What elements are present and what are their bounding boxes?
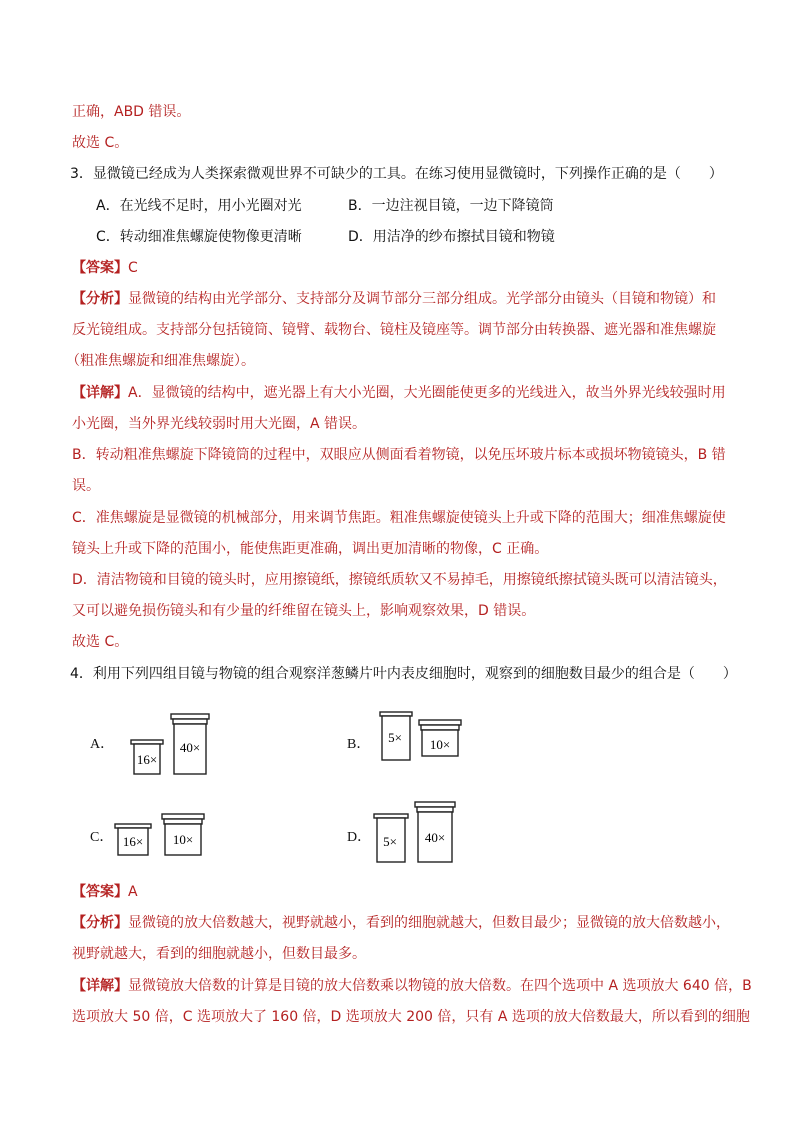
eyepiece-label: 16× [136, 752, 158, 767]
answer-value: A [128, 884, 138, 900]
detail-text: 显微镜放大倍数的计算是目镜的放大倍数乘以物镜的放大倍数。在四个选项中 A 选项放大 640 倍，B [128, 978, 752, 994]
figure-a-lenses [128, 712, 218, 778]
figure-label-b: B． [347, 737, 371, 752]
q3-answer [72, 258, 138, 278]
detail-tag: 【详解】 [72, 385, 128, 401]
text-line: 正确，ABD 错误。 [72, 104, 191, 120]
answer-tag: 【答案】 [72, 884, 128, 900]
text-line: B．转动粗准焦螺旋下降镜筒的过程中，双眼应从侧面看着物镜，以免压坏玻片标本或损坏物镜镜头，B 错 [72, 447, 726, 463]
text-line: 视野就越大，看到的细胞就越小，但数目最多。 [72, 946, 366, 962]
q4-answer [72, 882, 138, 902]
objective-label: 10× [172, 832, 194, 847]
q3-analysis [72, 289, 716, 309]
text-line: 又可以避免损伤镜头和有少量的纤维留在镜头上，影响观察效果，D 错误。 [72, 603, 536, 619]
figure-label-c: C． [90, 830, 114, 845]
text-line: D．清洁物镜和目镜的镜头时，应用擦镜纸，擦镜纸质软又不易掉毛，用擦镜纸擦拭镜头既可以清洁镜头， [72, 572, 727, 588]
eyepiece-lens [131, 740, 163, 774]
text-line: （粗准焦螺旋和细准焦螺旋）。 [66, 353, 255, 369]
analysis-text: 显微镜的放大倍数越大，视野就越小，看到的细胞就越大，但数目最少；显微镜的放大倍数越小， [128, 915, 730, 931]
objective-lens [162, 814, 204, 855]
text-line: 故选 C。 [72, 135, 129, 151]
figure-b-lenses [378, 710, 468, 766]
text-line: 误。 [72, 478, 100, 494]
figure-d-lenses [372, 800, 466, 866]
eyepiece-lens [380, 712, 412, 760]
q3-option-b: B．一边注视目镜，一边下降镜筒 [348, 198, 554, 214]
q3-option-a: A．在光线不足时，用小光圈对光 [96, 198, 302, 214]
text-line: 故选 C。 [72, 634, 129, 650]
answer-tag: 【答案】 [72, 260, 128, 276]
eyepiece-label: 5× [388, 730, 402, 745]
question-4: 4．利用下列四组目镜与物镜的组合观察洋葱鳞片叶内表皮细胞时，观察到的细胞数目最少的组合是（ ） [70, 666, 737, 682]
objective-lens [415, 802, 455, 862]
q4-detail [72, 976, 752, 996]
analysis-text: 显微镜的结构由光学部分、支持部分及调节部分三部分组成。光学部分由镜头（目镜和物镜）和 [128, 291, 716, 307]
figure-c-lenses [112, 812, 212, 860]
objective-lens [419, 720, 461, 756]
text-line: 反光镜组成。支持部分包括镜筒、镜臂、载物台、镜柱及镜座等。调节部分由转换器、遮光器和准焦螺旋 [72, 322, 716, 338]
detail-text: A．显微镜的结构中，遮光器上有大小光圈，大光圈能使更多的光线进入，故当外界光线较强时用 [128, 385, 726, 401]
eyepiece-lens [115, 824, 151, 855]
objective-label: 40× [179, 740, 201, 755]
text-line: 小光圈，当外界光线较弱时用大光圈，A 错误。 [72, 416, 367, 432]
analysis-tag: 【分析】 [72, 291, 128, 307]
objective-label: 40× [424, 830, 446, 845]
figure-label-d: D． [347, 830, 372, 845]
q3-detail [72, 383, 726, 403]
q4-analysis [72, 913, 730, 933]
objective-label: 10× [429, 737, 451, 752]
question-3: 3．显微镜已经成为人类探索微观世界不可缺少的工具。在练习使用显微镜时，下列操作正确的是（ ） [70, 166, 723, 182]
detail-tag: 【详解】 [72, 978, 128, 994]
analysis-tag: 【分析】 [72, 915, 128, 931]
eyepiece-lens [374, 814, 408, 862]
eyepiece-label: 16× [122, 834, 144, 849]
text-line: 镜头上升或下降的范围小，能使焦距更准确，调出更加清晰的物像，C 正确。 [72, 541, 549, 557]
text-line: C．准焦螺旋是显微镜的机械部分，用来调节焦距。粗准焦螺旋使镜头上升或下降的范围大；细准焦螺旋使 [72, 510, 726, 526]
figure-label-a: A． [90, 737, 115, 752]
q3-option-c: C．转动细准焦螺旋使物像更清晰 [96, 229, 302, 245]
text-line: 选项放大 50 倍，C 选项放大了 160 倍，D 选项放大 200 倍，只有 A 选项的放大倍数最大，所以看到的细胞 [72, 1009, 750, 1025]
objective-lens [171, 714, 209, 774]
eyepiece-label: 5× [383, 834, 397, 849]
q3-option-d: D．用洁净的纱布擦拭目镜和物镜 [348, 229, 555, 245]
answer-value: C [128, 260, 138, 276]
